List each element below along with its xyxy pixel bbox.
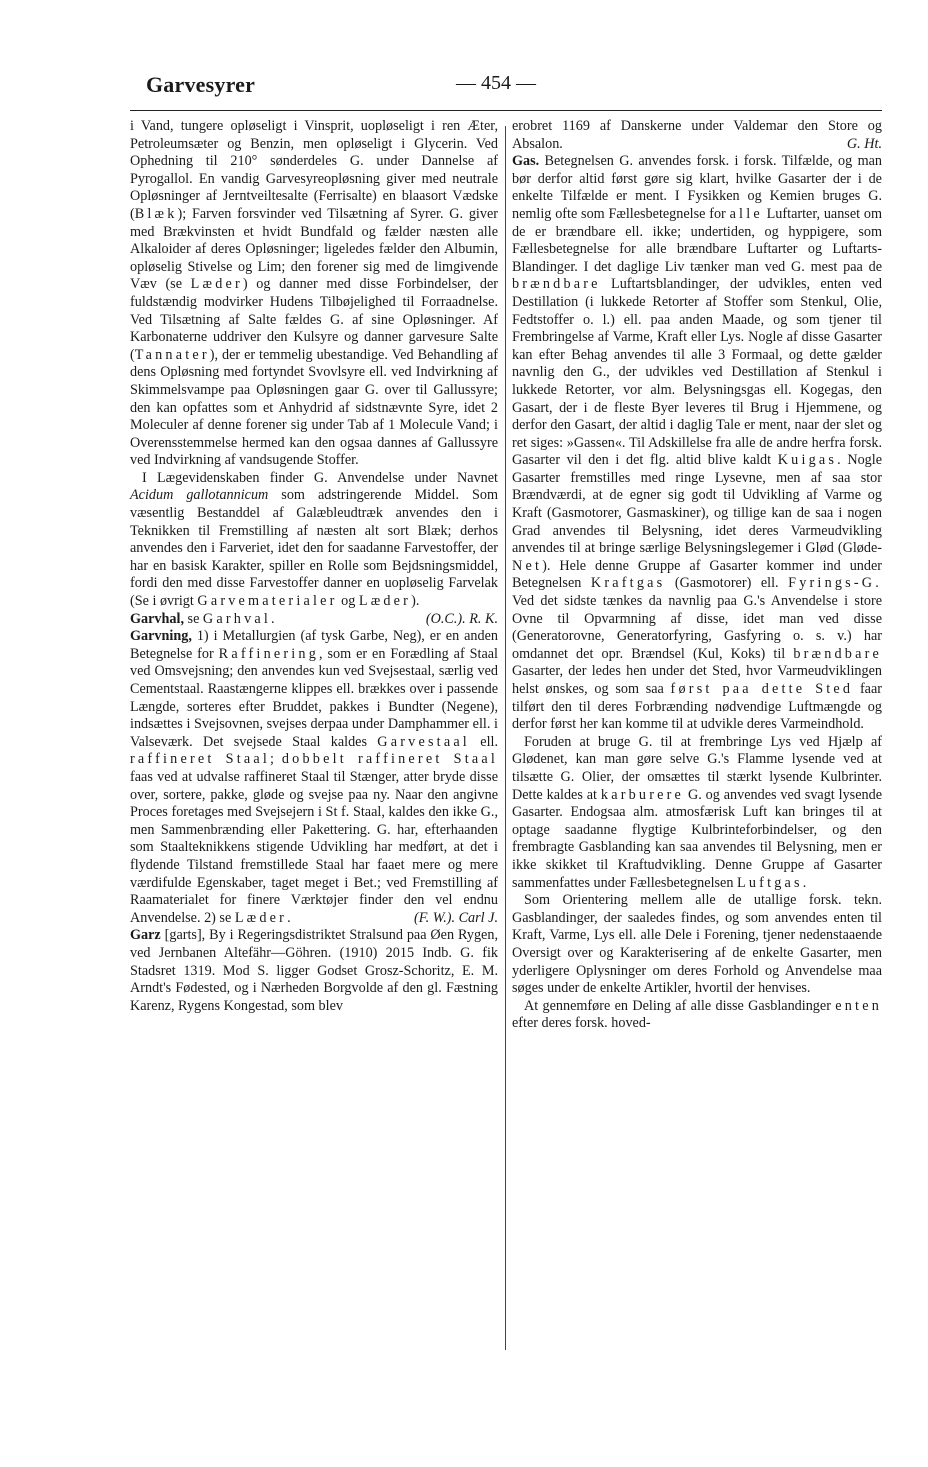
left-column [130,118,498,1015]
page-header [146,72,884,102]
entry-garvning: Garvning, 1) i Metallurgien (af tysk Garbe, Neg), er en anden Betegnelse for Raffinering, som er en Forædling af Staal ved Omsvejsning; den anvendes kun ved Svejsestaal, særlig ved Cementstaal. Raastængerne klippes ell. brækkes over i passende Længde, sorteres efter Bruddet, pakkes i Bundter (Negene), indsættes i Svejsovnen, svejses derpaa under Damphammer ell. i Valseværk. Det svejsede Staal kaldes Garvestaal ell. raffineret Staal; dobbelt raffineret Staal faas ved at udvalse raffineret Staal til Stænger, atter bryde disse over, sortere, pakke, gløde og svejse paa ny. Naar den angivne Proces foretages med Svejsejern i St f. Staal, kaldes den ikke G., men Sammenbrænding eller Pakettering. G. har, efterhaanden som Staalteknikkens stigende Udvikling har medført, at det i flydende Tilstand fremstillede Staal har faaet mere og mere værdifulde Egenskaber, taget meget i Bet.; ved Fremstilling af Raamaterialet for finere Værktøjer finder den vel endnu Anvendelse. 2) se Læder. (F. W.). Carl J. [130,628,498,926]
gas-lighting-paragraph: Foruden at bruge G. til at frembringe Lys ved Hjælp af Glødenet, kan man gøre selve G.'s Flamme lysende ved at tilsætte G. Olier, der omsættes til stærkt lysende Kulbrinter. Dette kaldes at karburere G. og anvendes ved svagt lysende Gasarter. Endogsaa alm. atmosfærisk Luft kan bringes til at optage saadanne flygtige Kulbrinteforbindelser, og den frembragte Gasblanding kan saa anvendes til Belysning, men er ikke skikket til Kraftudvikling. Denne Gruppe af Gasarter sammenfattes under Fællesbetegnelsen Luftgas. [512,733,882,891]
garz-continuation: erobret 1169 af Danskerne under Valdemar den Store og Absalon. G. Ht. [512,118,882,152]
author-signature: (O.C.). R. K. [425,610,498,627]
headword-garz: Garz [130,927,161,944]
column-divider [505,126,506,1350]
entry-garvhal: Garvhal, se Garhval. [130,610,275,627]
header-rule [130,110,882,111]
author-signature: G. Ht. [846,135,882,152]
author-signature: (F. W.). Carl J. [414,909,498,926]
gas-orientation-paragraph: Som Orientering mellem alle de utallige forsk. tekn. Gasblandinger, der saaledes findes, og som anvendes enten til Kraft, Varme, Lys ell. alle Dele i Forening, tjener nedenstaaende Oversigt over og Karakterisering af de enkelte Gasarter, men yderligere Oplysninger om deres Forhold og Anvendelse maa søges under de enkelte Artikler, hvortil der henvises. [512,892,882,997]
headword-gas: Gas. [512,153,540,170]
garvesyrer-continuation: i Vand, tungere opløseligt i Vinsprit, uopløseligt i ren Æter, Petroleumsæter og Benzin, men opløseligt i Glycerin. Ved Ophedning til 210° sønderdeles G. under Dannelse af Pyrogallol. En vandig Garvesyreopløsning giver med neutrale Opløsninger af Jerntveiltesalte (Ferrisalte) en blaasort Vædske (Blæk); Farven forsvinder ved Tilsætning af Syrer. G. giver med Brækvinsten et hvidt Bundfald og fælder næsten alle Alkaloider af deres Opløsninger; ligeledes fælder den Albumin, opløselig Stivelse og Lim; den forener sig med de limgivende Væv (se Læder) og danner med disse Forbindelser, der fuldstændig modvirker Hudens Tilbøjelighed til Forraadnelse. Ved Tilsætning af Salte fældes G. af sine Opløsninger. Af Karbonaterne uddriver den Kulsyre og danner garvesure Salte (Tannater), der er temmelig ubestandige. Ved Behandling af dens Opløsning med fortyndet Svovlsyre ell. ved Indvirkning af Skimmelsvampe paa Opløsningen gaar G. over til Gallussyre; den kan opfattes som et Anhydrid af sidstnævnte Syre, idet 2 Moleculer af denne forener sig under Tab af 1 Molecule Vand; i Overensstemmelse hermed kan den ogsaa dannes af Gallussyre ved Indvirkning af vandsugende Stoffer. [130,118,498,469]
headword-garvhal: Garvhal, [130,610,184,627]
right-column [512,118,882,1033]
page-number: — 454 — [456,72,536,94]
headword-garvning: Garvning, [130,628,192,645]
gas-division-paragraph: At gennemføre en Deling af alle disse Gasblandinger enten efter deres forsk. hoved- [512,997,882,1032]
running-headword: Garvesyrer [146,72,256,97]
entry-garz: Garz [garts], By i Regeringsdistriktet Stralsund paa Øen Rygen, ved Jernbanen Altefähr—Göhren. (1910) 2015 Indb. G. fik Stadsret 1319. Mod S. ligger Godset Grosz-Schoritz, E. M. Arndt's Fødested, og i Nærheden Borgvolde af den gl. Fæstning Karenz, Rygens Kongestad, som blev [130,927,498,1014]
entry-gas: Gas. Betegnelsen G. anvendes forsk. i forsk. Tilfælde, og man bør derfor altid først gøre sig klart, hvilke Gasarter der i de enkelte Tilfælde er ment. I Fysikken og Kemien bruges G. nemlig ofte som Fællesbetegnelse for alle Luftarter, uanset om de er brændbare ell. ikke; undertiden, og hyppigere, som Fællesbetegnelse for alle brændbare Luftarter og Luftarts-Blandinger. I det daglige Liv tænker man ved G. mest paa de brændbare Luftartsblandinger, der udvikles, enten ved Destillation (i lukkede Retorter af Stoffer som Stenkul, Olie, Fedtstoffer o. l.) ell. paa anden Maade, og som tjener til Frembringelse af Varme, Kraft eller Lys. Nogle af disse Gasarter kan efter Behag anvendes til alle 3 Formaal, og dette gælder navnlig den G., der udvikles ved Destillation af Stenkul i lukkede Retorter, vor alm. Belysningsgas ell. Kogegas, den Gasart, der i de fleste Byer leveres til Brug i Hjemmene, og derfor den Gasart, der altid i daglig Tale er ment, naar der slet og ret siges: »Gassen«. Til Adskillelse fra alle de andre herfra forsk. Gasarter vil den i det flg. altid blive kaldt Kuigas. Nogle Gasarter fremstilles med ringe Lysevne, men af saa stor Brændværdi, at de egner sig godt til Udvikling af Varme og Kraft (Gasmotorer, Gasmaskiner), og tillige kan de saa i nogen Grad anvendes til Belysning, idet deres Varmeudvikling anvendes til at bringe særlige Belysningslegemer i Glød (Gløde-Net). Hele denne Gruppe af Gasarter kommer ind under Betegnelsen Kraftgas (Gasmotorer) ell. Fyrings-G. Ved det sidste tænkes da navnlig paa G.'s Anvendelse i store Ovne til Opvarmning af disse, idet man ved disse (Generatorovne, Generatorfyring, Gasfyring o. s. v.) har omdannet det opr. Brændsel (Kul, Koks) til brændbare Gasarter, der ledes hen under det Sted, hvor Varmeudviklingen helst ønskes, og som saa først paa dette Sted faar tilført den til deres Forbrænding nødvendige Luftmængde og derfor først her kan komme til at udvikle deres Varmeindhold. [512,153,883,733]
garvesyrer-medicine-paragraph: I Lægevidenskaben finder G. Anvendelse under Navnet Acidum gallotannicum som adstringerende Middel. Som væsentlig Bestanddel af Galæbleudtræk anvendes den i Teknikken til Fremstilling af næsten alt sort Blæk; derhos anvendes den i Farveriet, idet den for saadanne Farvestoffer, der har en basisk Karakter, spiller en Rolle som Bejdsningsmiddel, fordi den med disse Farvestoffer danner en uopløselig Farvelak (Se i øvrigt Garvematerialer og Læder). (O.C.). R. K. [130,469,498,627]
